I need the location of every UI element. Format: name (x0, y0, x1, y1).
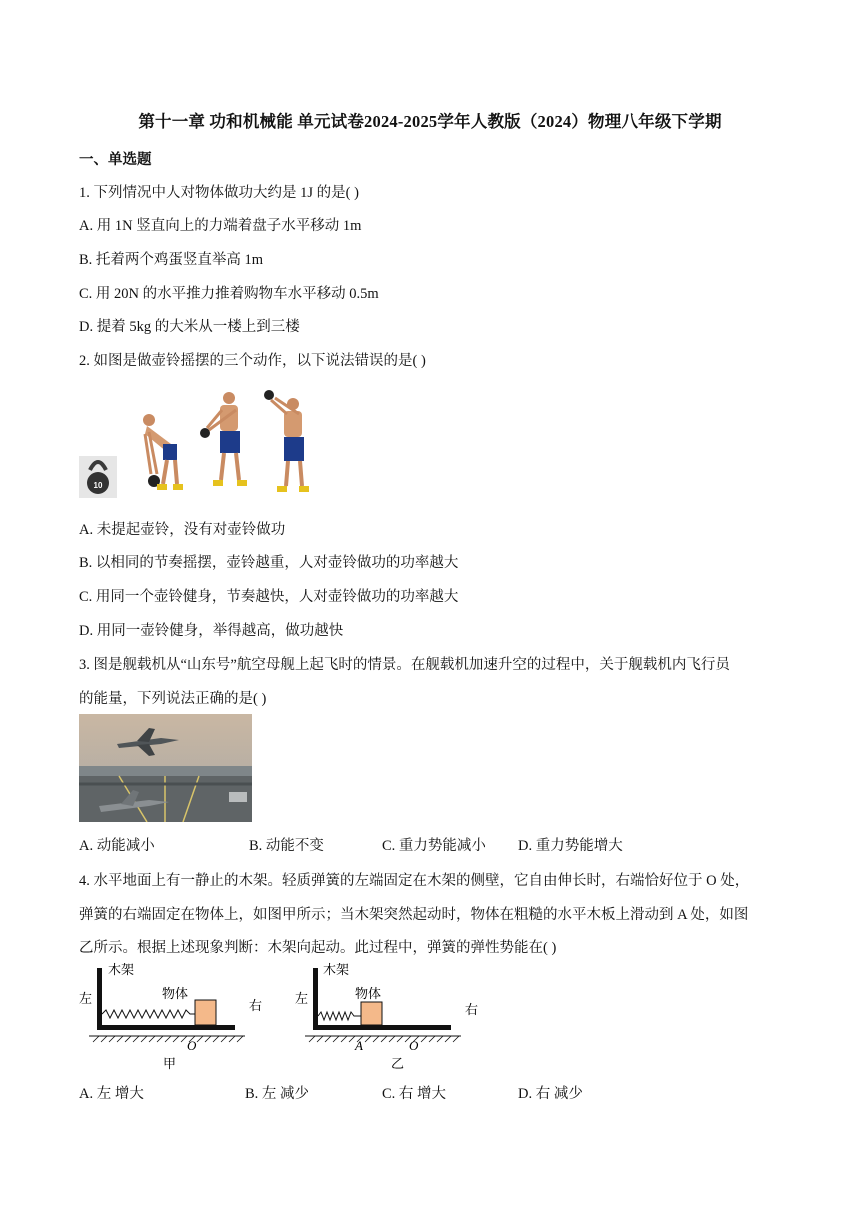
q3-stem-line-1: 3. 图是舰载机从“山东号”航空母舰上起飞时的情景。在舰载机加速升空的过程中，关于舰载机内飞行员 (79, 657, 730, 673)
q2-option-a: A. 未提起壶铃，没有对壶铃做功 (79, 522, 286, 538)
sea-horizon (79, 766, 252, 776)
fig-yi-right-label: 右 (465, 1002, 479, 1017)
q1-option-b: B. 托着两个鸡蛋竖直举高 1m (79, 252, 264, 268)
q4-stem-line-2: 弹簧的右端固定在物体上，如图甲所示；当木架突然起动时，物体在粗糙的水平木板上滑动到 A 处，如图 (79, 907, 749, 923)
q3-option-a: A. 动能减小 (79, 838, 155, 854)
fig-jia-frame-label: 木架 (108, 962, 135, 977)
q4-option-a: A. 左 增大 (79, 1086, 144, 1102)
fig-yi-object-label: 物体 (355, 986, 382, 1001)
page-title: 第十一章 功和机械能 单元试卷2024-2025学年人教版（2024）物理八年级下学期 (138, 112, 722, 131)
q2-option-b: B. 以相同的节奏摇摆，壶铃越重，人对壶铃做功的功率越大 (79, 555, 459, 571)
fig-yi-caption: 乙 (391, 1056, 405, 1071)
q3-option-b: B. 动能不变 (249, 838, 324, 854)
q4-stem-line-3: 乙所示。根据上述现象判断：木架向起动。此过程中，弹簧的弹性势能在( ) (79, 940, 557, 956)
swing-pose-2 (200, 392, 247, 486)
fig-jia-point-o: O (187, 1038, 197, 1053)
fig-jia-wall (97, 968, 102, 1030)
figure-jia (79, 958, 269, 1073)
fig-yi-wall (313, 968, 318, 1030)
q3-stem-line-2: 的能量，下列说法正确的是( ) (79, 691, 267, 707)
q1-option-c: C. 用 20N 的水平推力推着购物车水平移动 0.5m (79, 286, 379, 302)
q4-stem-line-1: 4. 水平地面上有一静止的木架。轻质弹簧的左端固定在木架的侧壁，它自由伸长时，右端恰好位于 O 处， (79, 873, 750, 889)
q2-option-d: D. 用同一壶铃健身，举得越高，做功越快 (79, 623, 344, 639)
fig-jia-right-label: 右 (249, 998, 263, 1013)
fig-jia-block (195, 1000, 216, 1025)
q4-option-d: D. 右 减少 (518, 1086, 583, 1102)
kettlebell-weight-label: 10 (93, 481, 103, 490)
fig-jia-spring (102, 1010, 195, 1018)
fig-yi-board (313, 1025, 451, 1030)
q2-stem: 2. 如图是做壶铃摇摆的三个动作，以下说法错误的是( ) (79, 353, 426, 369)
q1-stem: 1. 下列情况中人对物体做功大约是 1J 的是( ) (79, 185, 359, 201)
fig-jia-board (97, 1025, 235, 1030)
q3-option-d: D. 重力势能增大 (518, 838, 623, 854)
fig-jia-ground-hatch (93, 1036, 243, 1042)
q3-option-c: C. 重力势能减小 (382, 838, 486, 854)
fig-yi-block (361, 1002, 382, 1025)
fig-yi-frame-label: 木架 (323, 962, 350, 977)
fig-jia-object-label: 物体 (162, 986, 189, 1001)
fig-yi-point-o: O (409, 1038, 419, 1053)
aircraft-carrier-photo (79, 714, 252, 822)
q1-option-d: D. 提着 5kg 的大米从一楼上到三楼 (79, 319, 300, 335)
swing-pose-3 (264, 390, 309, 492)
q4-option-b: B. 左 减少 (245, 1086, 310, 1102)
kettlebell-swing-figure (79, 388, 319, 500)
fig-yi-ground-hatch (309, 1036, 459, 1042)
fig-yi-spring (318, 1012, 361, 1020)
q1-option-a: A. 用 1N 竖直向上的力端着盘子水平移动 1m (79, 218, 362, 234)
section-heading: 一、单选题 (79, 152, 152, 168)
q4-option-c: C. 右 增大 (382, 1086, 447, 1102)
fig-jia-left-label: 左 (79, 991, 93, 1006)
fig-yi-left-label: 左 (295, 991, 309, 1006)
q2-option-c: C. 用同一个壶铃健身，节奏越快，人对壶铃做功的功率越大 (79, 589, 459, 605)
swing-pose-1 (143, 414, 183, 490)
fig-yi-point-a: A (355, 1038, 363, 1053)
figure-yi (295, 958, 490, 1073)
fig-jia-caption: 甲 (163, 1056, 177, 1071)
